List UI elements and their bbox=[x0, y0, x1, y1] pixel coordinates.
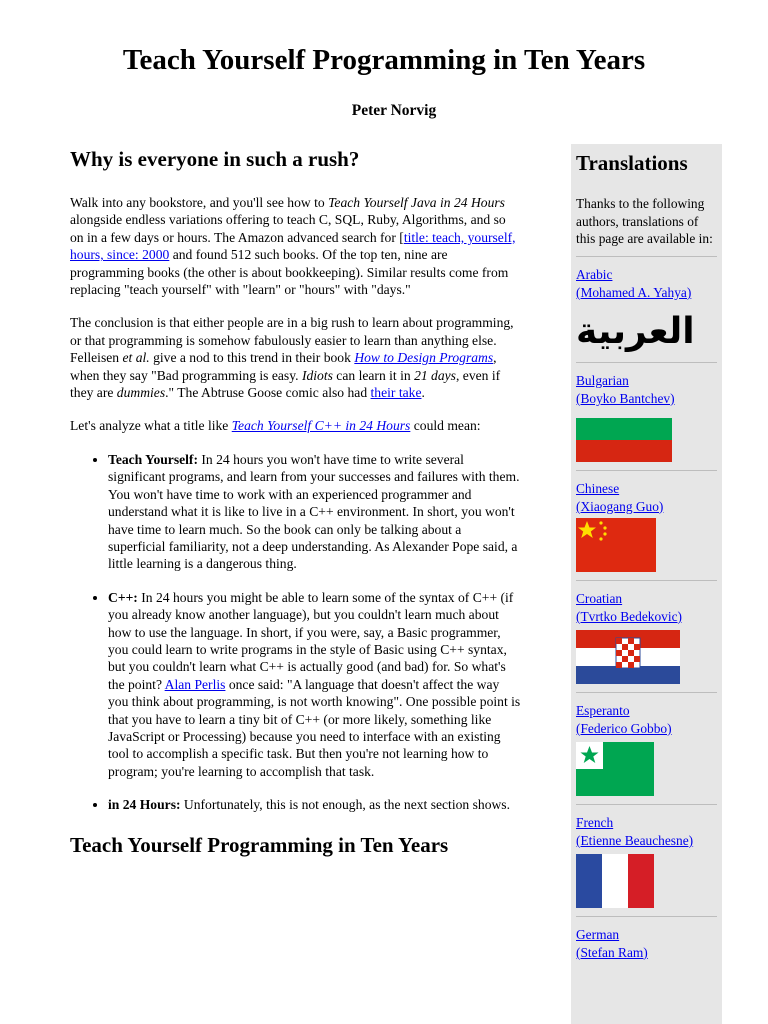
analysis-list bbox=[70, 451, 522, 814]
bullet-label: C++: bbox=[108, 589, 138, 605]
text: alongside endless variations offering to teach C, SQL, Ruby, Algorithms, and so on in a few days or hours. The Amazon advanced search for [ bbox=[70, 212, 506, 245]
bullet-label: Teach Yourself: bbox=[108, 451, 198, 467]
paragraph-2 bbox=[70, 314, 522, 401]
section-heading: Why is everyone in such a rush? bbox=[70, 147, 360, 171]
lang-author: (Tvrtko Bedekovic) bbox=[576, 608, 682, 624]
lang-author: (Mohamed A. Yahya) bbox=[576, 284, 692, 300]
text: Let's analyze what a title like bbox=[70, 418, 232, 434]
translations-sidebar bbox=[571, 144, 722, 1024]
amazon-search-link[interactable]: title: teach, yourself, hours, since: 2000 bbox=[70, 229, 516, 263]
lang-author: (Xiaogang Guo) bbox=[576, 498, 664, 514]
list-item bbox=[108, 589, 522, 780]
text: In 24 hours you won't have time to write several significant programs, and learn from your successes and failures with them. You won't have time to work with an experienced programmer and understand what it is like to live in a C++ environment. In short, you won't have time to learn much. So the book can only be talking about a superficial familiarity, not a deep understanding. As Alexander Pope said, a little learning is a dangerous thing. bbox=[108, 451, 520, 572]
translation-link-croatian[interactable] bbox=[576, 590, 717, 626]
france-flag-icon bbox=[576, 854, 654, 908]
translation-link-german[interactable] bbox=[576, 926, 717, 962]
emphasis: Teach Yourself Java in 24 Hours bbox=[328, 195, 505, 210]
bullet-label: in 24 Hours: bbox=[108, 797, 181, 813]
sidebar-heading: Translations bbox=[576, 151, 688, 175]
lang-name: Arabic bbox=[576, 266, 613, 282]
link-text: How to Design Programs bbox=[354, 350, 494, 366]
divider bbox=[576, 916, 717, 917]
section-heading-2: Teach Yourself Programming in Ten Years bbox=[70, 832, 449, 857]
text: ." The Abtruse Goose comic also had bbox=[165, 385, 371, 401]
lang-author: (Boyko Bantchev) bbox=[576, 390, 675, 406]
emphasis: et al. bbox=[122, 350, 150, 366]
lang-name: German bbox=[576, 926, 620, 942]
translation-link-french[interactable] bbox=[576, 814, 717, 850]
tyc24-link[interactable] bbox=[232, 418, 411, 433]
divider bbox=[576, 804, 717, 805]
translation-link-bulgarian[interactable] bbox=[576, 372, 717, 408]
emphasis: dummies bbox=[116, 385, 166, 401]
bulgaria-flag-icon bbox=[576, 418, 672, 462]
main-content bbox=[70, 146, 522, 880]
divider bbox=[576, 692, 717, 693]
lang-name: Chinese bbox=[576, 480, 620, 496]
divider bbox=[576, 580, 717, 581]
divider bbox=[576, 362, 717, 363]
list-item bbox=[108, 796, 522, 813]
text: Unfortunately, this is not enough, as the next section shows. bbox=[180, 797, 510, 813]
text: and found 512 such books. Of the top ten, nine are programming books (the other is about bookkeeping). Similar results come from replacing "teach yourself" with "learn" or "hours" with "days." bbox=[70, 247, 509, 298]
text: give a nod to this trend in their book bbox=[149, 350, 355, 366]
china-flag-icon bbox=[576, 518, 656, 572]
text: Walk into any bookstore, and you'll see how to bbox=[70, 195, 329, 210]
text: , when they say "Bad programming is easy. bbox=[70, 350, 497, 383]
text: could mean: bbox=[410, 418, 481, 434]
lang-author: (Federico Gobbo) bbox=[576, 720, 672, 736]
alan-perlis-link[interactable]: Alan Perlis bbox=[164, 676, 226, 692]
lang-name: Esperanto bbox=[576, 702, 630, 718]
paragraph-1 bbox=[70, 194, 522, 298]
htdp-link[interactable] bbox=[354, 350, 493, 365]
their-take-link[interactable]: their take bbox=[370, 385, 422, 401]
paragraph-3 bbox=[70, 417, 522, 434]
lang-name: Bulgarian bbox=[576, 372, 629, 388]
text: In 24 hours you might be able to learn some of the syntax of C++ (if you already know another language), but you couldn't learn much about how to use the language. In short, if you were, say, a Basic programmer, you could learn to write programs in the style of Basic using C++ syntax, but you couldn't learn what C++ is actually good (and bad) for. So what's the point? bbox=[108, 589, 514, 692]
list-item bbox=[108, 451, 522, 573]
page-title: Teach Yourself Programming in Ten Years bbox=[122, 44, 646, 76]
translation-link-arabic[interactable] bbox=[576, 266, 717, 302]
lang-name: French bbox=[576, 814, 614, 830]
emphasis: Idiots bbox=[301, 367, 333, 383]
lang-author: (Etienne Beauchesne) bbox=[576, 832, 694, 848]
lang-name: Croatian bbox=[576, 590, 623, 606]
arabic-script-image: العربية bbox=[576, 310, 695, 352]
translation-link-chinese[interactable] bbox=[576, 480, 717, 516]
divider bbox=[576, 256, 717, 257]
author-name: Peter Norvig bbox=[351, 102, 437, 119]
text: once said: "A language that doesn't affect the way you think about programming, is not worth knowing". One possible point is that you have to learn a tiny bit of C++ (or more likely, something like JavaScript or Processing) because you need to interface with an existing tool to accomplish a specific task. But then you're not learning how to program; you're learning to accomplish that task. bbox=[108, 676, 521, 779]
croatia-flag-icon bbox=[576, 630, 680, 684]
lang-author: (Stefan Ram) bbox=[576, 944, 648, 960]
emphasis: 21 days bbox=[414, 367, 456, 383]
translation-link-esperanto[interactable] bbox=[576, 702, 717, 738]
esperanto-flag-icon bbox=[576, 742, 654, 796]
text: can learn it in bbox=[332, 367, 415, 383]
divider bbox=[576, 470, 717, 471]
text: The conclusion is that either people are in a big rush to learn about programming, or that programming is somehow fabulously easier to learn than anything else. Felleisen bbox=[70, 315, 514, 366]
text: . bbox=[421, 385, 425, 401]
text: , even if they are bbox=[70, 367, 501, 401]
sidebar-intro: Thanks to the following authors, translations of this page are available in: bbox=[576, 196, 713, 247]
link-text: Teach Yourself C++ in 24 Hours bbox=[231, 418, 411, 434]
